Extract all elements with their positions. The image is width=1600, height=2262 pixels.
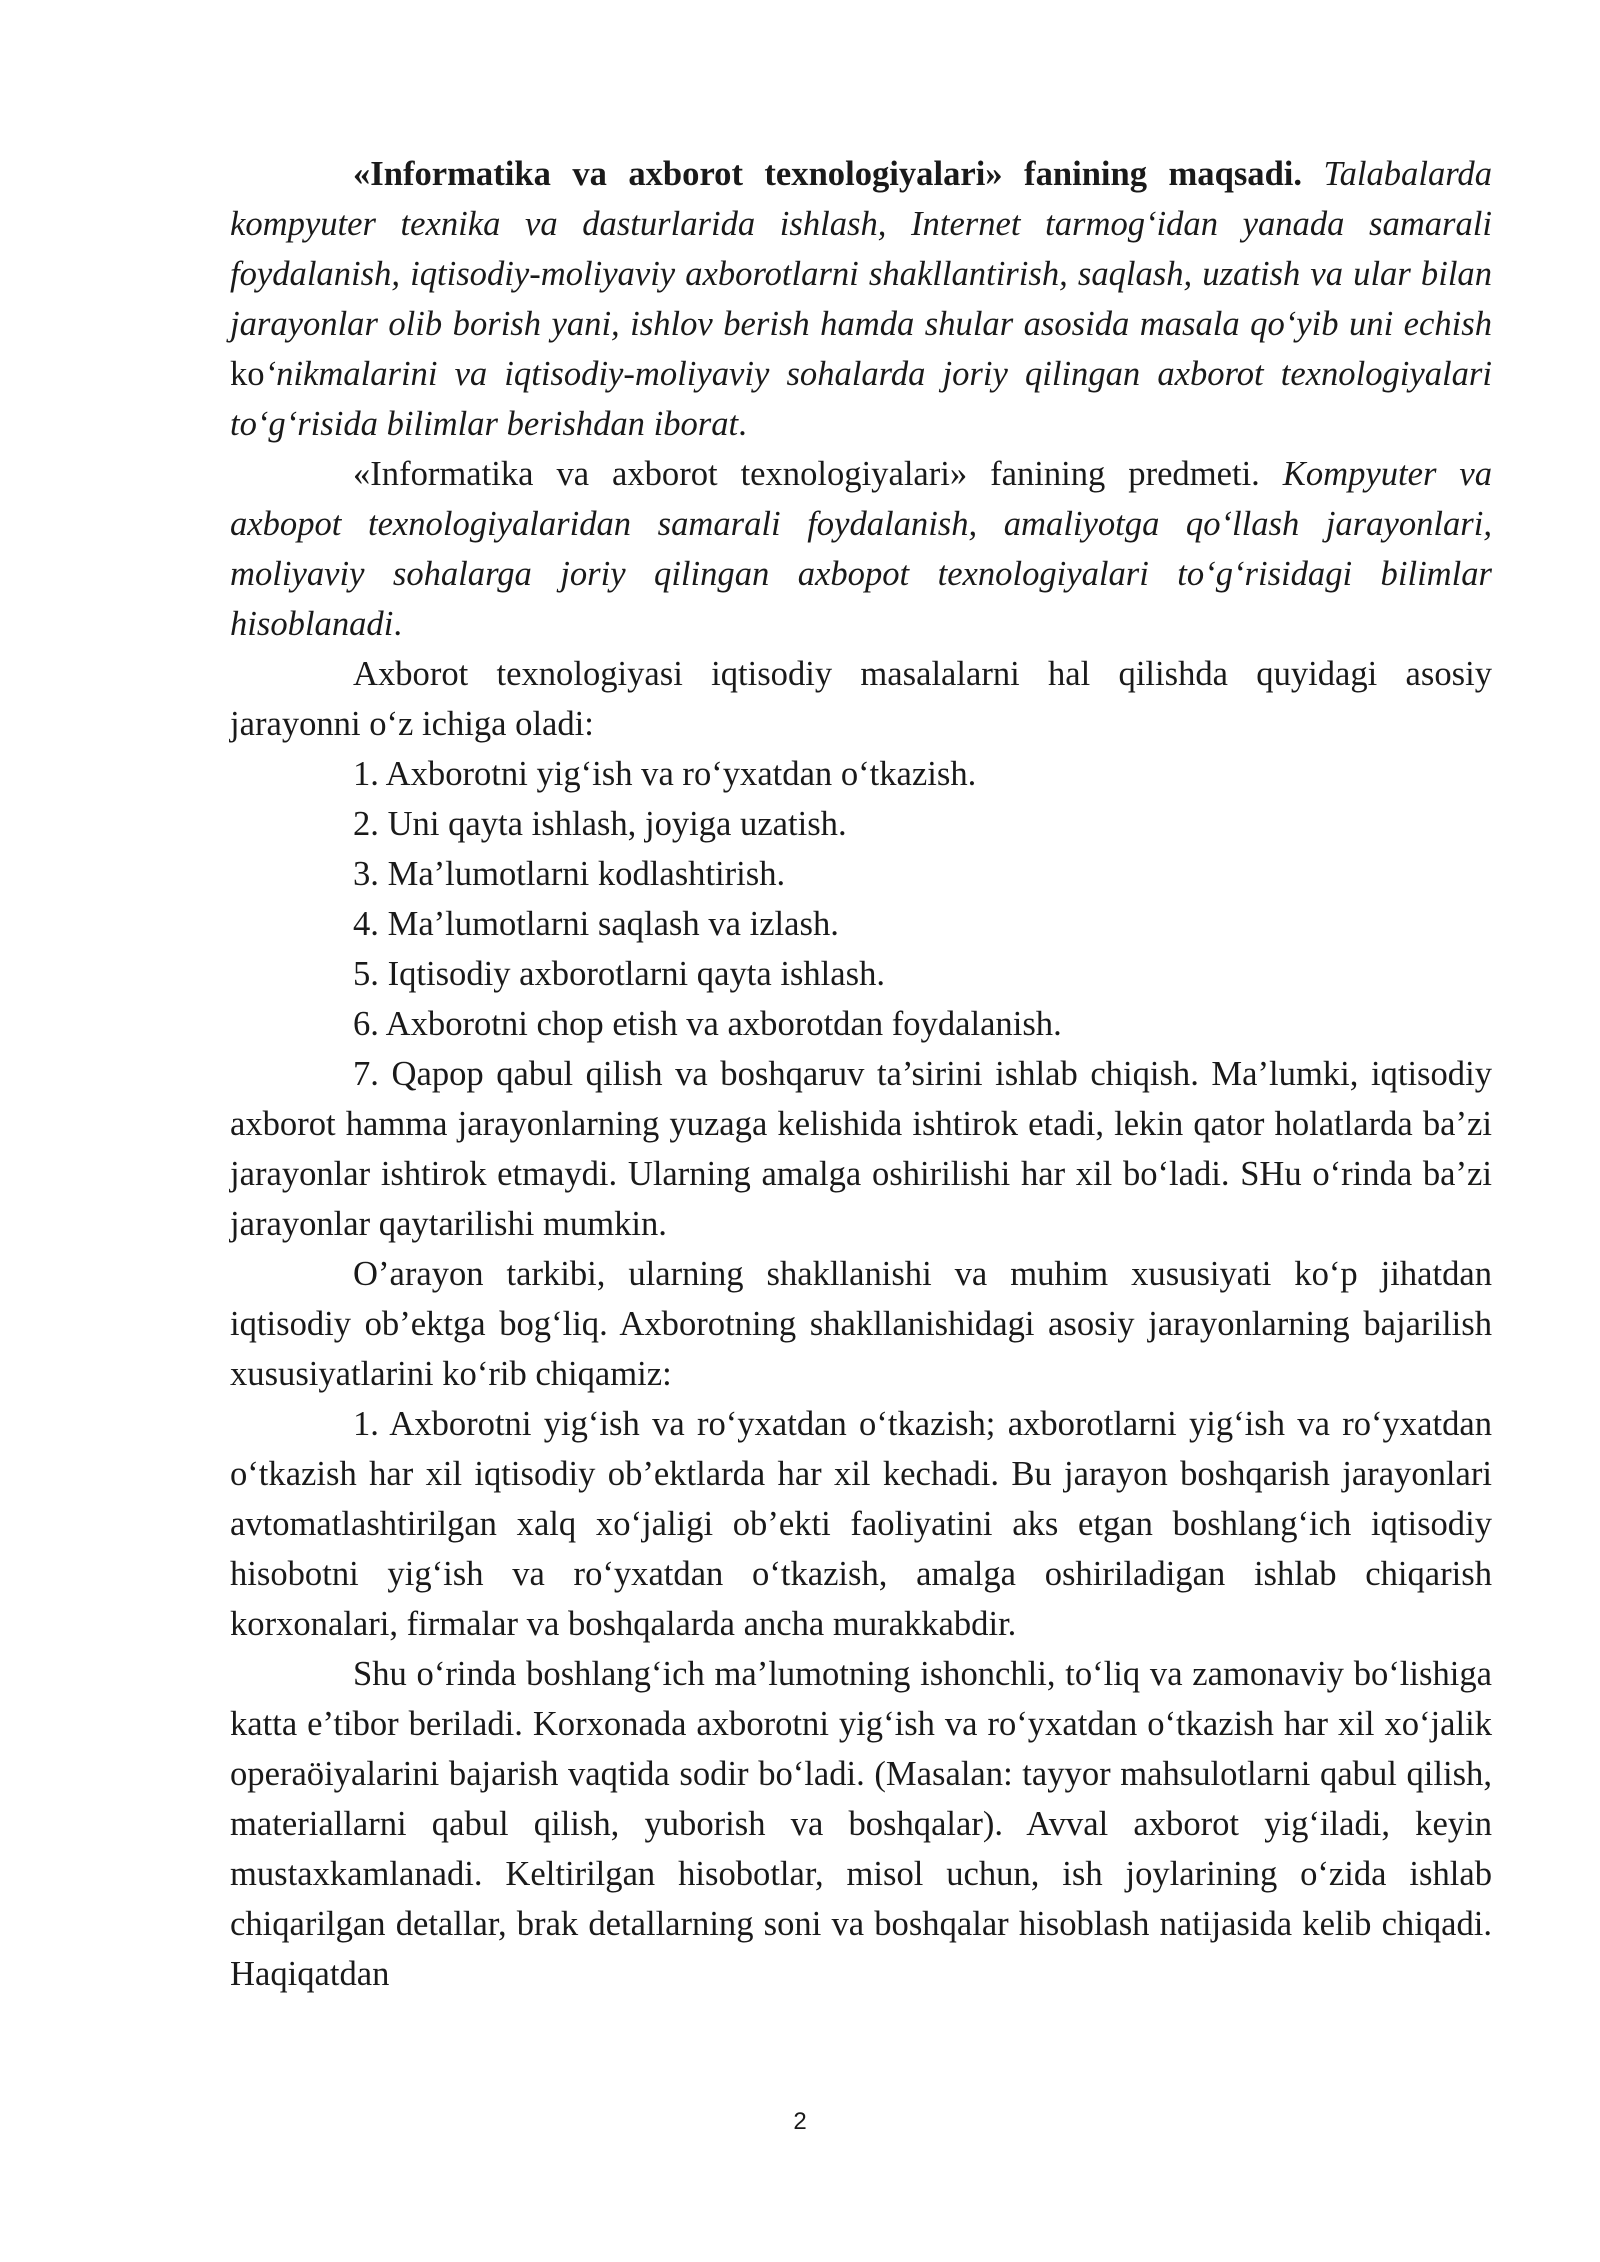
subject-heading: «Informatika va axborot texnologiyalari» fanining predmeti. [353, 455, 1283, 493]
page-number: 2 [793, 2108, 807, 2135]
paragraph-purpose [230, 149, 1492, 449]
list-item: 5. Iqtisodiy axborotlarni qayta ishlash. [353, 955, 886, 993]
list-item: 1. Axborotni yig‘ish va ro‘yxatdan o‘tkazish. [353, 755, 977, 793]
document-body [230, 149, 1492, 1999]
list-item: 3. Ma’lumotlarni kodlashtirish. [353, 855, 786, 893]
paragraph-intro: Axborot texnologiyasi iqtisodiy masalalarni hal qilishda quyidagi asosiy jarayonni o‘z ichiga oladi: [230, 655, 1492, 743]
list-item: 6. Axborotni chop etish va axborotdan foydalanish. [353, 1005, 1062, 1043]
list-item: 2. Uni qayta ishlash, joyiga uzatish. [353, 805, 847, 843]
subject-text-end: . [393, 605, 402, 643]
paragraph-item-7: 7. Qapop qabul qilish va boshqaruv ta’sirini ishlab chiqish. Ma’lumki, iqtisodiy axborot hamma jarayonlarning yuzaga kelishida ishtirok etadi, lekin qator holatlarda ba’zi jarayonlar ishtirok etmaydi. Ularning amalga oshirilishi har xil bo‘ladi. SHu o‘rinda ba’zi jarayonlar qaytarilishi mumkin. [230, 1055, 1492, 1243]
paragraph-collection: 1. Axborotni yig‘ish va ro‘yxatdan o‘tkazish; axborotlarni yig‘ish va ro‘yxatdan o‘tkazish har xil iqtisodiy ob’ektlarda har xil kechadi. Bu jarayon boshqarish jarayonlari avtomatlashtirilgan xalq xo‘jaligi ob’ekti faoliyatini aks etgan boshlang‘ich iqtisodiy hisobotni yig‘ish va ro‘yxatdan o‘tkazish, amalga oshiriladigan ishlab chiqarish korxonalari, firmalar va boshqalarda ancha murakkabdir. [230, 1405, 1492, 1643]
paragraph-reliability: Shu o‘rinda boshlang‘ich ma’lumotning ishonchli, to‘liq va zamonaviy bo‘lishiga katta e’tibor beriladi. Korxonada axborotni yig‘ish va ro‘yxatdan o‘tkazish har xil xo‘jalik operaöiyalarini bajarish vaqtida sodir bo‘ladi. (Masalan: tayyor mahsulotlarni qabul qilish, materiallarni qabul qilish, yuborish va boshqalar). Avval axborot yig‘iladi, keyin mustaxkamlanadi. Keltirilgan hisobotlar, misol uchun, ish joylarining o‘zida ishlab chiqarilgan detallar, brak detallarning soni va boshqalar hisoblash natijasida kelib chiqadi. Haqiqatdan [230, 1655, 1492, 1993]
list-item: 4. Ma’lumotlarni saqlash va izlash. [353, 905, 839, 943]
purpose-text-roman: ko [230, 355, 265, 393]
purpose-text-italic-1: Talabalarda kompyuter texnika va dasturlarida ishlash, Internet tarmog‘idan yanada samarali foydalanish, iqtisodiy-moliyaviy axborotlarni shakllantirish, saqlash, uzatish va ular bilan jarayonlar olib borish yani, ishlov berish hamda shular asosida masala qo‘yib uni echish [230, 155, 1492, 343]
purpose-heading: «Informatika va axborot texnologiyalari» fanining maqsadi. [353, 155, 1303, 193]
paragraph-subject [230, 449, 1492, 649]
subject-text-italic: Kompyuter va axbopot texnologiyalaridan samarali foydalanish, amaliyotga qo‘llash jarayonlari, moliyaviy sohalarga joriy qilingan axbopot texnologiyalari to‘g‘risidagi bilimlar hisoblanadi [230, 455, 1492, 643]
purpose-text-italic-2: ‘nikmalarini va iqtisodiy-moliyaviy sohalarda joriy qilingan axborot texnologiyalari to‘g‘risida bilimlar berishdan iborat [230, 355, 1492, 443]
paragraph-process-composition: O’arayon tarkibi, ularning shakllanishi va muhim xususiyati ko‘p jihatdan iqtisodiy ob’ektga bog‘liq. Axborotning shakllanishidagi asosiy jarayonlarning bajarilish xususiyatlarini ko‘rib chiqamiz: [230, 1255, 1492, 1393]
purpose-text-end: . [738, 405, 747, 443]
